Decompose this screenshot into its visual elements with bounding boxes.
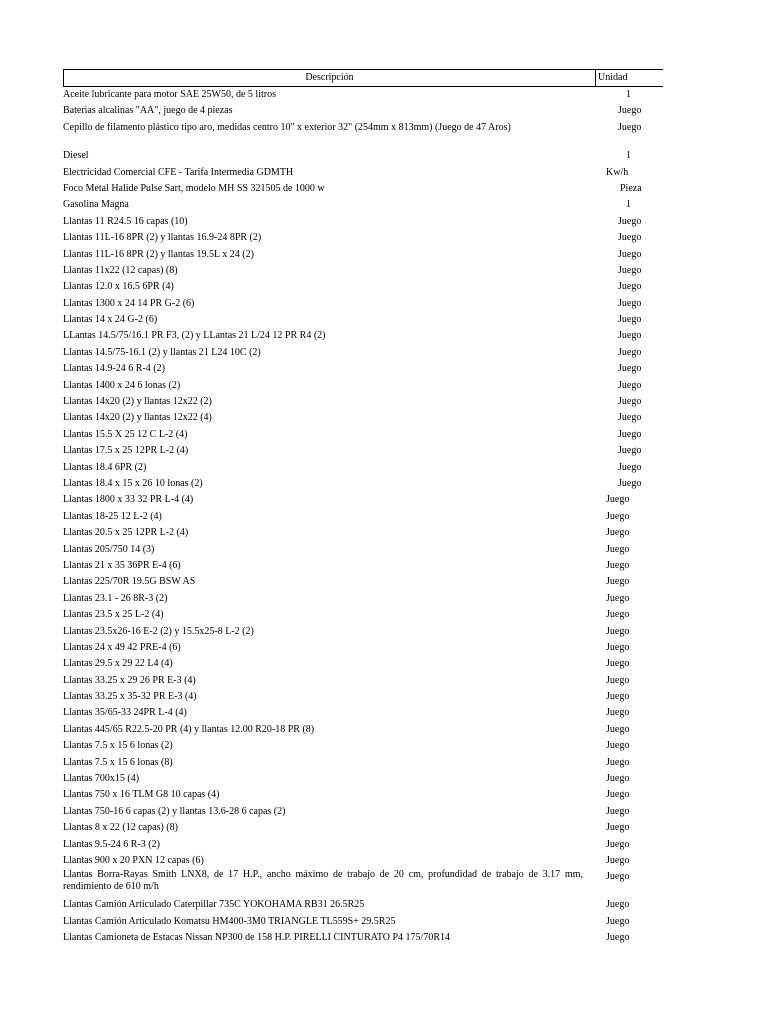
row-description: Foco Metal Halide Pulse Sart, modelo MH SS 321505 de 1000 w: [63, 182, 325, 194]
row-unit: Juego: [606, 510, 630, 522]
table-row: [63, 804, 663, 820]
table-row: [63, 787, 663, 803]
row-description: Llantas Camión Articulado Caterpillar 735C YOKOHAMA RB31 26.5R25: [63, 899, 365, 911]
row-description: Llantas 750 x 16 TLM G8 10 capas (4): [63, 789, 220, 801]
table-row: [63, 607, 663, 623]
row-unit: Juego: [606, 576, 630, 588]
row-description: Llantas 23.1 - 26 8R-3 (2): [63, 592, 168, 604]
row-unit: 1: [626, 199, 631, 211]
table-row: [63, 542, 663, 558]
row-unit: Kw/h: [606, 166, 629, 178]
row-unit: Juego: [618, 477, 642, 489]
row-description: Aceite lubricante para motor SAE 25W50, de 5 litros: [63, 89, 276, 100]
table-row: [63, 673, 663, 689]
column-header-description: Descripción: [64, 70, 596, 86]
table-row: [63, 279, 663, 295]
row-description: Diesel: [63, 150, 89, 162]
row-description: LLantas 14.5/75/16.1 PR F3, (2) y LLantas 21 L/24 12 PR R4 (2): [63, 330, 326, 342]
table-row: [63, 738, 663, 754]
row-description: Llantas 700x15 (4): [63, 773, 140, 785]
table-row: [63, 853, 663, 869]
row-unit: Juego: [618, 297, 642, 309]
table-body: [63, 87, 663, 947]
row-unit: Juego: [618, 248, 642, 260]
row-description: Llantas 14 x 24 G-2 (6): [63, 314, 158, 326]
row-description: Llantas 24 x 49 42 PRE-4 (6): [63, 641, 181, 653]
table-row: [63, 181, 663, 197]
row-unit: Juego: [606, 871, 630, 883]
row-description: Llantas 18-25 12 L-2 (4): [63, 510, 162, 522]
table-row: [63, 930, 663, 946]
row-unit: Juego: [606, 899, 630, 911]
row-unit: Juego: [606, 609, 630, 621]
table-row: [63, 345, 663, 361]
table-row: [63, 640, 663, 656]
row-description: Llantas 11x22 (12 capas) (8): [63, 264, 178, 276]
table-row: [63, 394, 663, 410]
row-description: Llantas 1800 x 33 32 PR L-4 (4): [63, 494, 194, 506]
row-description: Llantas Camioneta de Estacas Nissan NP300 de 158 H.P. PIRELLI CINTURATO P4 175/70R14: [63, 932, 451, 944]
row-description: Llantas 29.5 x 29 22 L4 (4): [63, 658, 173, 670]
row-description: Llantas 1300 x 24 14 PR G-2 (6): [63, 297, 195, 309]
table-row: [63, 722, 663, 738]
table-row: [63, 427, 663, 443]
row-description: Llantas 14.5/75-16.1 (2) y llantas 21 L24 10C (2): [63, 346, 261, 358]
row-unit: Juego: [606, 805, 630, 817]
table-row: [63, 378, 663, 394]
row-description: Llantas 11 R24.5 16 capas (10): [63, 215, 188, 227]
row-description: Llantas 7.5 x 15 6 lonas (2): [63, 740, 173, 752]
row-description: Llantas 14.9-24 6 R-4 (2): [63, 363, 165, 375]
row-unit: Juego: [618, 363, 642, 375]
table-row: [63, 410, 663, 426]
table-row: [63, 705, 663, 721]
row-unit: Juego: [618, 105, 642, 117]
row-unit: Juego: [606, 674, 630, 686]
table-row: [63, 476, 663, 492]
table-row: [63, 87, 663, 103]
row-description: Llantas 21 x 35 36PR E-4 (6): [63, 559, 181, 571]
row-unit: 1: [626, 89, 631, 100]
row-unit: Juego: [618, 330, 642, 342]
spreadsheet-table: [63, 69, 663, 947]
row-description: Llantas 14x20 (2) y llantas 12x22 (2): [63, 396, 212, 408]
row-unit: Juego: [606, 740, 630, 752]
row-unit: Juego: [606, 592, 630, 604]
table-row: [63, 247, 663, 263]
row-description: Llantas 445/65 R22.5-20 PR (4) y llantas 12.00 R20-18 PR (8): [63, 723, 315, 735]
row-unit: Juego: [606, 756, 630, 768]
table-row: [63, 558, 663, 574]
row-unit: Juego: [606, 822, 630, 834]
table-header: [63, 69, 663, 87]
row-unit: Juego: [618, 215, 642, 227]
table-row: [63, 263, 663, 279]
row-unit: Juego: [618, 281, 642, 293]
row-unit: Juego: [606, 641, 630, 653]
table-row: [63, 312, 663, 328]
row-unit: Juego: [618, 314, 642, 326]
row-description: Baterias alcalinas "AA", juego de 4 piezas: [63, 105, 233, 117]
table-row: [63, 443, 663, 459]
row-description: Llantas 20.5 x 25 12PR L-2 (4): [63, 527, 189, 539]
row-unit: Juego: [606, 854, 630, 866]
row-description: Llantas 15.5 X 25 12 C L-2 (4): [63, 428, 188, 440]
table-row: [63, 230, 663, 246]
table-row: [63, 897, 663, 913]
row-description: Llantas 18.4 6PR (2): [63, 461, 147, 473]
row-unit: Juego: [606, 773, 630, 785]
row-description: Llantas Borra-Rayas Smith LNX8, de 17 H.P., ancho máximo de trabajo de 20 cm, profundidad de trabajo de 3.17 mm, rendimiento de 610 m/h: [63, 869, 583, 893]
table-row: [63, 591, 663, 607]
table-row: [63, 509, 663, 525]
row-unit: Juego: [606, 625, 630, 637]
table-row: [63, 624, 663, 640]
table-row: [63, 197, 663, 213]
row-unit: Juego: [618, 232, 642, 244]
row-description: Llantas 14x20 (2) y llantas 12x22 (4): [63, 412, 212, 424]
table-row: [63, 755, 663, 771]
row-unit: Juego: [606, 691, 630, 703]
row-description: Llantas 7.5 x 15 6 lonas (8): [63, 756, 173, 768]
row-description: Electricidad Comercial CFE - Tarifa Intermedia GDMTH: [63, 166, 294, 178]
row-description: Gasolina Magna: [63, 199, 129, 211]
row-unit: Juego: [618, 379, 642, 391]
row-description: Llantas 11L-16 8PR (2) y llantas 19.5L x 24 (2): [63, 248, 254, 260]
row-description: Llantas 750-16 6 capas (2) y llantas 13.6-28 6 capas (2): [63, 805, 286, 817]
row-unit: Juego: [606, 543, 630, 555]
row-description: Llantas 35/65-33 24PR L-4 (4): [63, 707, 187, 719]
table-row: [63, 771, 663, 787]
table-row: [63, 296, 663, 312]
table-row: [63, 214, 663, 230]
row-unit: Juego: [606, 932, 630, 944]
row-unit: Juego: [606, 723, 630, 735]
table-row: [63, 869, 663, 897]
row-unit: Juego: [618, 445, 642, 457]
row-description: Llantas 23.5x26-16 E-2 (2) y 15.5x25-8 L-2 (2): [63, 625, 254, 637]
row-unit: Juego: [606, 658, 630, 670]
row-unit: Juego: [618, 121, 642, 133]
row-unit: Juego: [606, 789, 630, 801]
row-description: Llantas 205/750 14 (3): [63, 543, 155, 555]
row-description: Llantas 225/70R 19.5G BSW AS: [63, 576, 196, 588]
row-description: Llantas 9.5-24 6 R-3 (2): [63, 838, 160, 850]
row-description: Llantas 33.25 x 35-32 PR E-3 (4): [63, 691, 197, 703]
row-unit: Juego: [618, 412, 642, 424]
table-row: [63, 361, 663, 377]
row-description: Llantas 23.5 x 25 L-2 (4): [63, 609, 164, 621]
row-description: Llantas 17.5 x 25 12PR L-2 (4): [63, 445, 189, 457]
row-unit: Juego: [606, 527, 630, 539]
row-unit: Juego: [606, 707, 630, 719]
table-row: [63, 574, 663, 590]
table-row: [63, 460, 663, 476]
table-row: [63, 103, 663, 119]
row-description: Cepillo de filamento plástico tipo aro, medidas centro 10" x exterior 32" (254mm x 813mm) (Juego de 47 Aros): [63, 121, 511, 133]
table-row: [63, 492, 663, 508]
row-unit: Juego: [618, 264, 642, 276]
table-row: [63, 525, 663, 541]
table-row: [63, 656, 663, 672]
row-description: Llantas 8 x 22 (12 capas) (8): [63, 822, 178, 834]
row-unit: 1: [626, 150, 631, 162]
row-unit: Juego: [606, 494, 630, 506]
table-row: [63, 328, 663, 344]
row-unit: Juego: [618, 428, 642, 440]
column-header-unit: Unidad: [598, 72, 628, 83]
table-row: [63, 165, 663, 181]
table-row: [63, 689, 663, 705]
row-description: Llantas 1400 x 24 6 lonas (2): [63, 379, 181, 391]
row-unit: Juego: [618, 461, 642, 473]
row-unit: Juego: [606, 915, 630, 927]
row-description: Llantas 18.4 x 15 x 26 10 lonas (2): [63, 477, 203, 489]
row-description: Llantas 11L-16 8PR (2) y llantas 16.9-24 8PR (2): [63, 232, 262, 244]
row-description: Llantas 900 x 20 PXN 12 capas (6): [63, 854, 204, 866]
row-unit: Juego: [618, 346, 642, 358]
table-row: [63, 837, 663, 853]
table-row: [63, 914, 663, 930]
table-row: [63, 820, 663, 836]
row-unit: Juego: [606, 559, 630, 571]
row-unit: Pieza: [620, 182, 642, 194]
row-unit: Juego: [606, 838, 630, 850]
row-description: Llantas 33.25 x 29 26 PR E-3 (4): [63, 674, 196, 686]
row-description: Llantas 12.0 x 16.5 6PR (4): [63, 281, 174, 293]
table-row: [63, 148, 663, 164]
row-unit: Juego: [618, 396, 642, 408]
row-description: Llantas Camión Articulado Komatsu HM400-3M0 TRIANGLE TL559S+ 29.5R25: [63, 915, 396, 927]
table-row: [63, 120, 663, 136]
